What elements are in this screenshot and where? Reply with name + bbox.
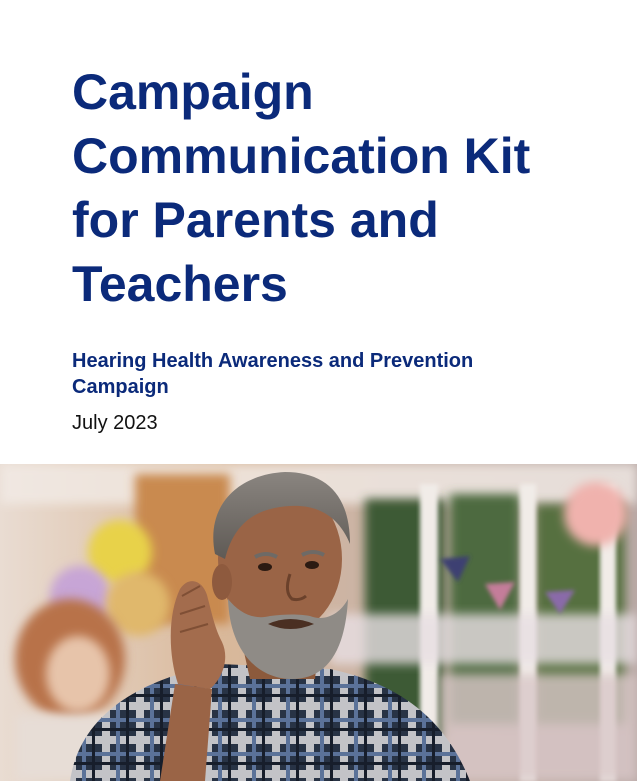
title-line-1: Campaign bbox=[72, 64, 314, 120]
title-line-2: Communication Kit bbox=[72, 128, 531, 184]
subtitle-line-2: Campaign bbox=[72, 376, 169, 398]
title-line-3: for Parents and bbox=[72, 192, 439, 248]
document-title bbox=[72, 60, 612, 316]
title-line-4: Teachers bbox=[72, 256, 288, 312]
document-subtitle bbox=[72, 348, 592, 400]
publication-date: July 2023 bbox=[72, 412, 158, 434]
subtitle-line-1: Hearing Health Awareness and Prevention bbox=[72, 350, 474, 372]
cover-photo bbox=[0, 464, 637, 781]
